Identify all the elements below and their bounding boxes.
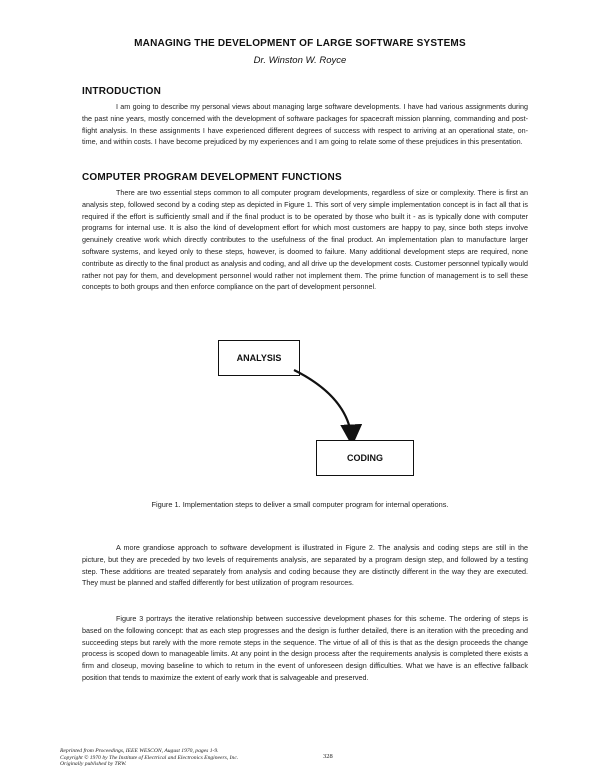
paper-title: MANAGING THE DEVELOPMENT OF LARGE SOFTWARE SYSTEMS xyxy=(134,38,466,49)
body-paragraph-figure-3: Figure 3 portrays the iterative relationship between successive development phases for this scheme. The ordering of steps is based on the following concept: that as each step progresses and the design is further detailed, there is an iteration with the preceding and succeeding steps but rarely with the more remote steps in the sequence. The virtue of all of this is that as the design proceeds the change process is scoped down to manageable limits. At any point in the design process after the requirements analysis is completed there exists a firm and closeup, moving baseline to which to return in the event of unforeseen design difficulties. What we have is an effective fallback position that tends to maximize the extent of early work that is salvageable and preserved. xyxy=(82,614,528,682)
analysis-box-label: ANALYSIS xyxy=(236,353,282,363)
page-number: 328 xyxy=(323,753,333,760)
figure-1-diagram xyxy=(200,340,460,476)
coding-box-label: CODING xyxy=(347,453,383,463)
introduction-paragraph: I am going to describe my personal views about managing large software developments. I have had various assignments during the past nine years, mostly concerned with the development of software packages for spacecraft mission planning, commanding and post-flight analysis. In these assignments I have experienced different degrees of success with respect to arriving at an operational state, on-time, and within costs. I have become prejudiced by my experiences and I am going to relate some of these prejudices in this presentation. xyxy=(82,102,528,147)
reprint-line-3: Originally published by TRW. xyxy=(60,761,127,768)
development-functions-paragraph: There are two essential steps common to all computer program developments, regardless of size or complexity. There is first an analysis step, followed second by a coding step as depicted in Figure 1. This sort of very simple implementation concept is in fact all that is required if the effort is sufficiently small and if the final product is to be operated by those who built it - as is typically done with computer programs for internal use. It is also the kind of development effort for which most customers are happy to pay, since both steps involve genuinely creative work which directly contributes to the usefulness of the final product. An implementation plan to manufacture larger software systems, and keyed only to these steps, however, is doomed to failure. Many additional development steps are required, none contribute as directly to the final product as analysis and coding, and all drive up the development costs. Customer personnel typically would rather not pay for them, and development personnel would rather not implement them. The prime function of management is to sell these concepts to both groups and then enforce compliance on the part of development personnel. xyxy=(82,188,528,292)
reprint-line-2: Copyright © 1970 by The Institute of Electrical and Electronics Engineers, Inc. xyxy=(60,754,239,761)
figure-1-caption: Figure 1. Implementation steps to deliver a small computer program for internal operations. xyxy=(151,500,449,509)
section-heading-development-functions: COMPUTER PROGRAM DEVELOPMENT FUNCTIONS xyxy=(82,172,342,183)
reprint-line-1: Reprinted from Proceedings, IEEE WESCON, August 1970, pages 1-9. xyxy=(60,748,219,754)
paper-author: Dr. Winston W. Royce xyxy=(253,55,347,66)
body-paragraph-figure-2: A more grandiose approach to software development is illustrated in Figure 2. The analysis and coding steps are still in the picture, but they are preceded by two levels of requirements analysis, are separated by a program design step, and followed by a testing step. These additions are treated separately from analysis and coding because they are distinctly different in the way they are executed. They must be planned and staffed differently for best utilization of program resources. xyxy=(82,543,528,588)
reprint-footnote xyxy=(60,748,300,768)
coding-box xyxy=(316,440,414,476)
section-heading-introduction: INTRODUCTION xyxy=(82,86,162,97)
